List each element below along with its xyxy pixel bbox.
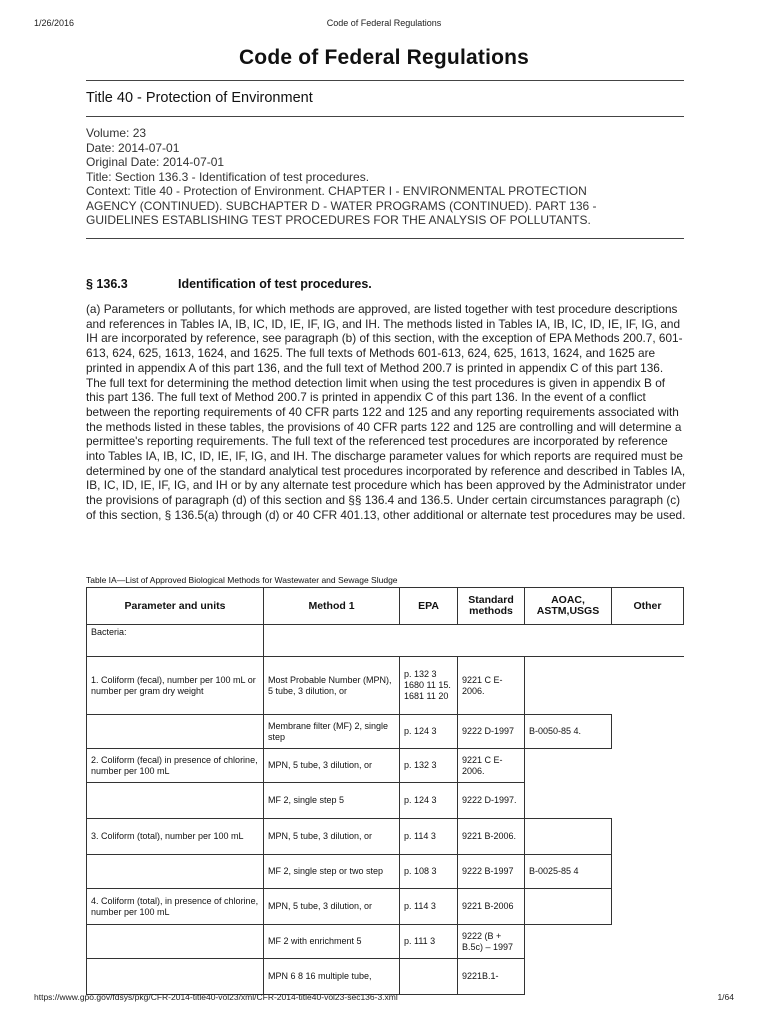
- table-cell: [525, 783, 612, 819]
- table-cell: p. 114 3: [400, 889, 458, 925]
- table-cell: 9222 D-1997: [458, 715, 525, 749]
- table-cell: [525, 925, 612, 959]
- table-cell: Membrane filter (MF) 2, single step: [264, 715, 400, 749]
- table-cell: [612, 657, 684, 715]
- table-cell: [87, 925, 264, 959]
- table-cell: 4. Coliform (total), in presence of chlorine, number per 100 mL: [87, 889, 264, 925]
- column-header: AOAC, ASTM,USGS: [525, 588, 612, 625]
- table-cell: [612, 749, 684, 783]
- table-cell: 3. Coliform (total), number per 100 mL: [87, 819, 264, 855]
- table-cell: 9221B.1-: [458, 959, 525, 995]
- print-title: Code of Federal Regulations: [326, 18, 442, 28]
- table-cell: 9222 B-1997: [458, 855, 525, 889]
- table-cell: 9221 C E-2006.: [458, 749, 525, 783]
- table-row: [87, 819, 684, 855]
- table-cell: MF 2, single step or two step: [264, 855, 400, 889]
- document-title: Code of Federal Regulations: [238, 46, 530, 69]
- document-subtitle: Title 40 - Protection of Environment: [86, 90, 313, 106]
- column-header: Standard methods: [458, 588, 525, 625]
- table-row: [87, 783, 684, 819]
- table-cell: 9222 D-1997.: [458, 783, 525, 819]
- table-cell: B-0025-85 4: [525, 855, 612, 889]
- table-cell: MPN, 5 tube, 3 dilution, or: [264, 889, 400, 925]
- table-group-row: [87, 625, 684, 657]
- table-cell: 2. Coliform (fecal) in presence of chlorine, number per 100 mL: [87, 749, 264, 783]
- table-cell: p. 124 3: [400, 715, 458, 749]
- table-cell: 9222 (B + B.5c) – 1997: [458, 925, 525, 959]
- print-header: [0, 0, 768, 40]
- table-cell: [525, 959, 612, 995]
- table-caption: Table IA—List of Approved Biological Methods for Wastewater and Sewage Sludge: [86, 575, 398, 585]
- page-number: 1/64: [717, 992, 734, 1002]
- table-cell: p. 108 3: [400, 855, 458, 889]
- table-cell: MF 2 with enrichment 5: [264, 925, 400, 959]
- table-cell: MPN, 5 tube, 3 dilution, or: [264, 749, 400, 783]
- table-cell: 9221 B-2006: [458, 889, 525, 925]
- table-cell: [612, 715, 684, 749]
- table-cell: 1. Coliform (fecal), number per 100 mL or number per gram dry weight: [87, 657, 264, 715]
- table-cell: p. 111 3: [400, 925, 458, 959]
- table-cell: [612, 959, 684, 995]
- table-cell: p. 114 3: [400, 819, 458, 855]
- table-cell: [264, 625, 684, 657]
- table-cell: p. 132 3: [400, 749, 458, 783]
- table-cell: B-0050-85 4.: [525, 715, 612, 749]
- meta-original-date: Original Date: 2014-07-01: [86, 155, 225, 169]
- section-number: § 136.3: [86, 277, 128, 291]
- table-cell: [87, 855, 264, 889]
- source-url[interactable]: https://www.gpo.gov/fdsys/pkg/CFR-2014-title40-vol23/xml/CFR-2014-title40-vol23-sec136-3.xml: [34, 992, 398, 1002]
- divider: [86, 238, 684, 239]
- table-cell: p. 132 3 1680 11 15. 1681 11 20: [400, 657, 458, 715]
- table-cell: [525, 657, 612, 715]
- table-cell: [87, 715, 264, 749]
- table-row: [87, 889, 684, 925]
- table-cell: MPN, 5 tube, 3 dilution, or: [264, 819, 400, 855]
- table-cell: [87, 783, 264, 819]
- table-cell: [612, 783, 684, 819]
- column-header: EPA: [400, 588, 458, 625]
- table-cell: p. 124 3: [400, 783, 458, 819]
- table-header-row: [87, 588, 684, 625]
- section-heading: [86, 277, 372, 291]
- table-cell: [525, 749, 612, 783]
- table-cell: MPN 6 8 16 multiple tube,: [264, 959, 400, 995]
- column-header: Method 1: [264, 588, 400, 625]
- methods-table: [86, 587, 684, 995]
- table-cell: [612, 819, 684, 855]
- meta-context-line-3: GUIDELINES ESTABLISHING TEST PROCEDURES FOR THE ANALYSIS OF POLLUTANTS.: [86, 213, 591, 227]
- column-header: Parameter and units: [87, 588, 264, 625]
- meta-title: Title: Section 136.3 - Identification of test procedures.: [86, 169, 370, 184]
- divider: [86, 80, 684, 81]
- divider: [86, 116, 684, 117]
- meta-date: Date: 2014-07-01: [86, 140, 180, 155]
- section-title: Identification of test procedures.: [178, 277, 372, 291]
- table-cell: [612, 889, 684, 925]
- table-row: [87, 925, 684, 959]
- table-cell: [612, 855, 684, 889]
- table-row: [87, 715, 684, 749]
- table-cell: [525, 819, 612, 855]
- column-header: Other: [612, 588, 684, 625]
- table-cell: MF 2, single step 5: [264, 783, 400, 819]
- table-cell: [87, 959, 264, 995]
- section-paragraph: (a) Parameters or pollutants, for which methods are approved, are listed together with test procedure descriptions and references in Tables IA, IB, IC, ID, IE, IF, IG, and IH. The methods listed in Tables IA, IB, IC, ID, IE, IF, IG, and IH are incorporated by reference, see paragraph (b) of this section, with the exception of EPA Methods 200.7, 601-613, 624, 625, 1613, 1624, and 1625. The full texts of Methods 601-613, 624, 625, 1613, 1624, and 1625 are printed in appendix A of this part 136, and the full text of Method 200.7 is printed in appendix C of this part 136. The full text for determining the method detection limit when using the test procedures is given in appendix B of this part 136. The full text of Method 200.7 is printed in appendix C of this part 136. In the event of a conflict between the reporting requirements of 40 CFR parts 122 and 125 and any reporting requirements associated with the methods listed in these tables, the provisions of 40 CFR parts 122 and 125 are controlling and will determine a permittee's reporting requirements. The full text of the referenced test procedures are incorporated by reference into Tables IA, IB, IC, ID, IE, IF, IG, and IH. The discharge parameter values for which reports are required must be determined by one of the standard analytical test procedures incorporated by reference and described in Tables IA, IB, IC, ID, IE, IF, IG, and IH or by any alternate test procedure which has been approved by the Administrator under the provisions of paragraph (d) of this section and §§ 136.4 and 136.5. Under certain circumstances paragraph (c) of this section, § 136.5(a) through (d) or 40 CFR 401.13, other additional or alternate test procedures may be used.: [86, 302, 686, 522]
- meta-context-line-2: AGENCY (CONTINUED). SUBCHAPTER D - WATER PROGRAMS (CONTINUED). PART 136 -: [86, 198, 597, 213]
- table-row: [87, 657, 684, 715]
- table-cell: [400, 959, 458, 995]
- document-metadata: [86, 126, 686, 228]
- table-row: [87, 855, 684, 889]
- print-date: 1/26/2016: [34, 18, 75, 28]
- table-row: [87, 959, 684, 995]
- table-row: [87, 749, 684, 783]
- table-cell: 9221 C E-2006.: [458, 657, 525, 715]
- table-cell: [612, 925, 684, 959]
- meta-context-line-1: Context: Title 40 - Protection of Environment. CHAPTER I - ENVIRONMENTAL PROTECTION: [86, 184, 587, 198]
- table-cell: [525, 889, 612, 925]
- group-label: Bacteria:: [87, 625, 264, 657]
- table-cell: Most Probable Number (MPN), 5 tube, 3 dilution, or: [264, 657, 400, 715]
- table-cell: 9221 B-2006.: [458, 819, 525, 855]
- meta-volume: Volume: 23: [86, 126, 147, 140]
